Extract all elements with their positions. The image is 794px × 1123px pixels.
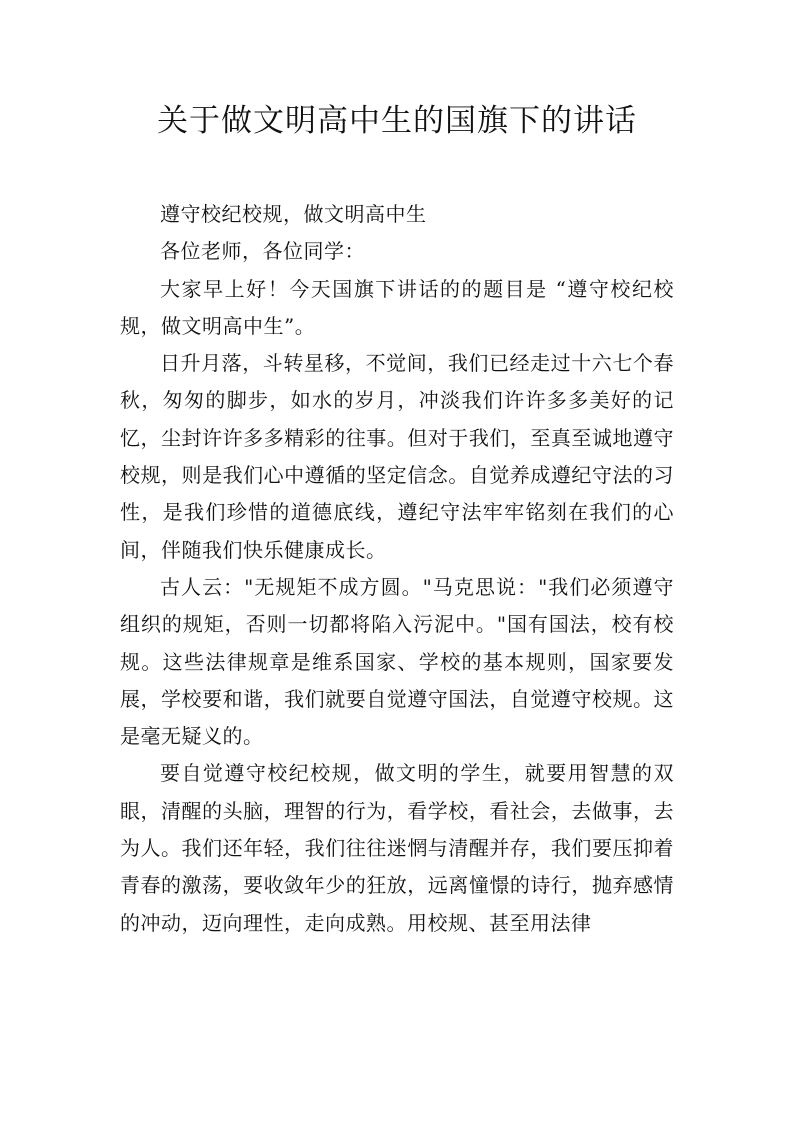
paragraph-body: 要自觉遵守校纪校规，做文明的学生，就要用智慧的双眼，清醒的头脑，理智的行为，看学校，看社会，去做事，去为人。我们还年轻，我们往往迷惘与清醒并存，我们要压抑着青春的激荡，要收敛年少的狂放，远离憧憬的诗行，抛弃感情的冲动，迈向理性，走向成熟。用校规、甚至用法律 (120, 761, 674, 935)
paragraph-subtitle: 遵守校纪校规，做文明高中生 (160, 202, 427, 226)
document-body (120, 196, 674, 942)
document-title: 关于做文明高中生的国旗下的讲话 (157, 103, 637, 139)
paragraph-salutation: 各位老师，各位同学： (160, 239, 365, 264)
paragraph-greeting: 大家早上好！今天国旗下讲话的的题目是 “遵守校纪校规，做文明高中生”。 (120, 276, 674, 338)
paragraph-body: 古人云："无规矩不成方圆。"马克思说："我们必须遵守组织的规矩，否则一切都将陷入污泥中。"国有国法，校有校规。这些法律规章是维系国家、学校的基本规则，国家要发展，学校要和谐，我们就要自觉遵守国法，自觉遵守校规。这是毫无疑义的。 (120, 574, 674, 749)
paragraph-body: 日升月落，斗转星移，不觉间，我们已经走过十六七个春秋，匆匆的脚步，如水的岁月，冲淡我们许许多多美好的记忆，尘封许许多多精彩的往事。但对于我们，至真至诚地遵守校规，则是我们心中遵循的坚定信念。自觉养成遵纪守法的习性，是我们珍惜的道德底线，遵纪守法牢牢铭刻在我们的心间，伴随我们快乐健康成长。 (120, 351, 674, 562)
